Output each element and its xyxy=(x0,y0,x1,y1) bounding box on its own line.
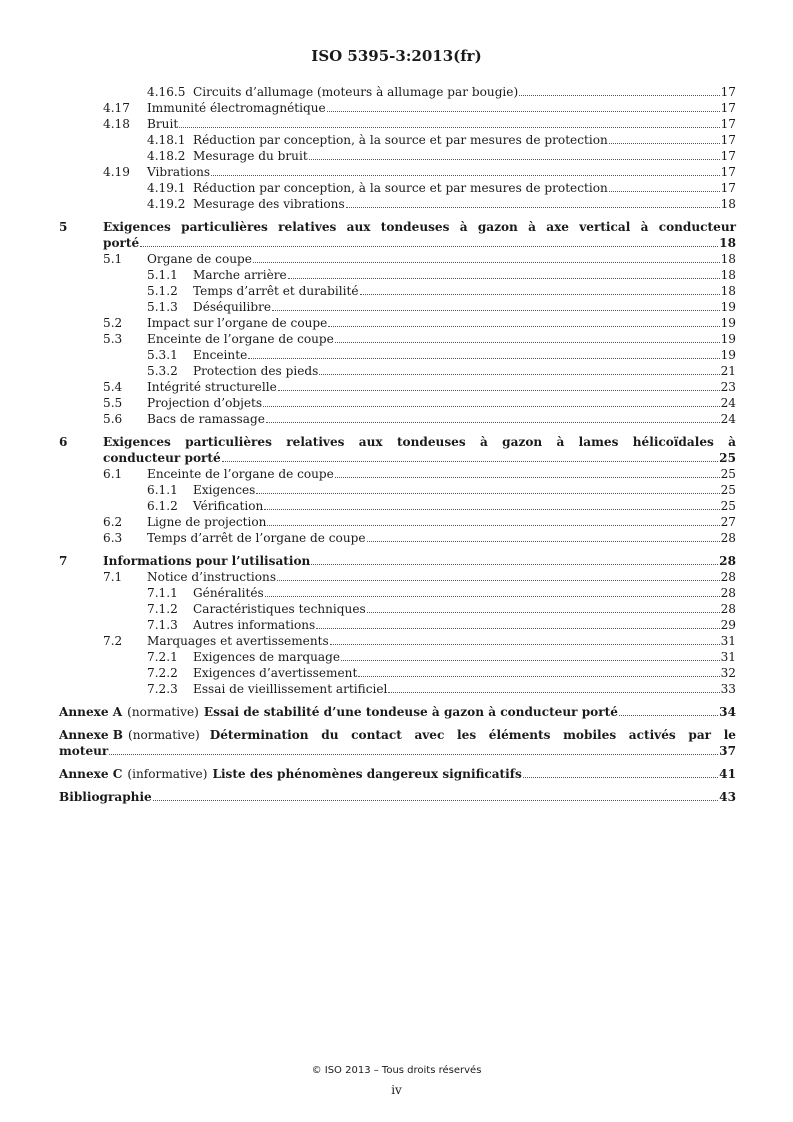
toc-entry[interactable] xyxy=(59,116,736,132)
annex-title: Essai de stabilité d’une tondeuse à gazon à conducteur porté xyxy=(203,705,618,719)
toc-entry-page: 18 xyxy=(720,284,736,298)
toc-entry-page: 33 xyxy=(720,682,736,696)
page-number: iv xyxy=(391,1083,402,1097)
dot-leader xyxy=(388,692,719,693)
toc-entry-page: 37 xyxy=(719,744,736,758)
toc-entry[interactable] xyxy=(59,601,736,617)
toc-entry-number: 7 xyxy=(59,554,68,568)
toc-entry-page: 18 xyxy=(720,252,736,266)
dot-leader xyxy=(328,326,719,327)
toc-entry-page: 18 xyxy=(720,268,736,282)
toc-annex-entry[interactable] xyxy=(59,704,736,720)
dot-leader xyxy=(264,509,719,510)
toc-entry[interactable] xyxy=(59,411,736,427)
toc-entry[interactable] xyxy=(59,196,736,212)
toc-entry-number: 4.18 xyxy=(103,117,130,131)
toc-entry-page: 28 xyxy=(720,602,736,616)
toc-entry[interactable] xyxy=(59,466,736,482)
dot-leader xyxy=(265,596,720,597)
toc-entry-number: 4.16.5 xyxy=(147,85,186,99)
toc-entry-number: 6.1.1 xyxy=(147,483,178,497)
dot-leader xyxy=(360,294,720,295)
copyright-footer: © ISO 2013 – Tous droits réservés xyxy=(311,1065,482,1076)
annex-label: Annexe C xyxy=(59,767,123,781)
toc-entry[interactable] xyxy=(59,283,736,299)
dot-leader xyxy=(179,127,719,128)
toc-entry-page: 27 xyxy=(720,515,736,529)
dot-leader xyxy=(519,95,719,96)
toc-entry-number: 6.2 xyxy=(103,515,123,529)
toc-entry[interactable] xyxy=(59,132,736,148)
toc-entry[interactable] xyxy=(59,649,736,665)
toc-entry-title: Protection des pieds xyxy=(193,364,319,378)
toc-entry[interactable] xyxy=(59,299,736,315)
toc-entry-title: Marquages et avertissements xyxy=(147,634,329,648)
toc-entry-number: 6 xyxy=(59,435,68,449)
toc-entry-page: 25 xyxy=(720,483,736,497)
toc-entry-page: 19 xyxy=(720,348,736,362)
annex-title: Détermination du contact avec les éléments mobiles activés par le xyxy=(209,728,736,742)
toc-entry-title-continued: porté xyxy=(103,236,140,250)
toc-entry-page: 34 xyxy=(719,705,736,719)
toc-entry-title: Exigences d’avertissement xyxy=(193,666,358,680)
toc-entry-title-continued: conducteur porté xyxy=(103,451,221,465)
toc-entry-number: 5.1.2 xyxy=(147,284,178,298)
dot-leader xyxy=(609,191,720,192)
toc-entry-title: Essai de vieillissement artificiel xyxy=(193,682,388,696)
toc-entry-title: Organe de coupe xyxy=(147,252,252,266)
toc-entry-number: 5.5 xyxy=(103,396,123,410)
toc-entry-title: Temps d’arrêt de l’organe de coupe xyxy=(147,531,366,545)
toc-entry-number: 7.2.1 xyxy=(147,650,178,664)
dot-leader xyxy=(153,800,718,801)
toc-entry-page: 31 xyxy=(720,650,736,664)
toc-entry-title: Enceinte de l’organe de coupe xyxy=(147,467,334,481)
table-of-contents xyxy=(59,84,736,805)
toc-entry-title: Exigences particulières relatives aux tondeuses à gazon à axe vertical à conducteur xyxy=(103,220,736,234)
dot-leader xyxy=(248,358,719,359)
toc-entry-page: 32 xyxy=(720,666,736,680)
toc-entry-page: 17 xyxy=(720,133,736,147)
toc-entry[interactable] xyxy=(59,665,736,681)
toc-entry[interactable] xyxy=(59,379,736,395)
dot-leader xyxy=(341,660,720,661)
toc-entry-title: Enceinte xyxy=(193,348,248,362)
dot-leader xyxy=(367,612,720,613)
toc-entry-number: 7.2.2 xyxy=(147,666,178,680)
toc-entry-number: 4.18.2 xyxy=(147,149,186,163)
document-header: ISO 5395-3:2013(fr) xyxy=(311,47,482,65)
dot-leader xyxy=(109,754,718,755)
toc-entry-page: 18 xyxy=(720,197,736,211)
toc-entry-page: 19 xyxy=(720,332,736,346)
dot-leader xyxy=(619,715,718,716)
toc-annex-entry[interactable] xyxy=(59,727,736,743)
toc-entry[interactable] xyxy=(59,514,736,530)
toc-entry-number: 7.1.1 xyxy=(147,586,178,600)
toc-entry[interactable] xyxy=(59,148,736,164)
toc-entry-number: 4.18.1 xyxy=(147,133,186,147)
dot-leader xyxy=(222,461,718,462)
dot-leader xyxy=(346,207,720,208)
dot-leader xyxy=(140,246,718,247)
toc-entry[interactable] xyxy=(59,363,736,379)
dot-leader xyxy=(330,644,720,645)
toc-entry[interactable] xyxy=(59,100,736,116)
annex-label: Annexe B xyxy=(59,728,124,742)
dot-leader xyxy=(367,541,720,542)
toc-chapter-entry[interactable] xyxy=(59,219,736,235)
toc-chapter-entry-continued[interactable] xyxy=(59,450,736,466)
annex-kind: (normative) xyxy=(127,705,199,719)
toc-entry-title: Temps d’arrêt et durabilité xyxy=(193,284,359,298)
toc-entry-title: Réduction par conception, à la source et par mesures de protection xyxy=(193,181,608,195)
toc-entry[interactable] xyxy=(59,585,736,601)
toc-entry-title: Exigences de marquage xyxy=(193,650,341,664)
toc-entry-title: Autres informations xyxy=(193,618,316,632)
toc-entry-title: Ligne de projection xyxy=(147,515,267,529)
toc-entry-page: 28 xyxy=(720,586,736,600)
toc-entry-title: Informations pour l’utilisation xyxy=(103,554,311,568)
toc-entry-number: 5.3.1 xyxy=(147,348,178,362)
dot-leader xyxy=(335,477,720,478)
dot-leader xyxy=(288,278,720,279)
dot-leader xyxy=(335,342,720,343)
toc-entry-page: 25 xyxy=(720,499,736,513)
dot-leader xyxy=(263,406,720,407)
toc-entry-number: 5.6 xyxy=(103,412,123,426)
toc-entry-number: 4.19.2 xyxy=(147,197,186,211)
toc-entry-title: Caractéristiques techniques xyxy=(193,602,366,616)
dot-leader xyxy=(277,580,720,581)
dot-leader xyxy=(309,159,720,160)
toc-entry-title: Exigences particulières relatives aux tondeuses à gazon à lames hélicoïdales à xyxy=(103,435,736,449)
toc-chapter-entry[interactable] xyxy=(59,434,736,450)
toc-entry-number: 4.17 xyxy=(103,101,130,115)
bibliography-label: Bibliographie xyxy=(59,790,152,804)
dot-leader xyxy=(266,422,720,423)
toc-entry-page: 24 xyxy=(720,412,736,426)
toc-entry-page: 17 xyxy=(720,117,736,131)
toc-entry-title: Mesurage des vibrations xyxy=(193,197,345,211)
dot-leader xyxy=(609,143,720,144)
dot-leader xyxy=(358,676,719,677)
toc-annex-entry-continued[interactable] xyxy=(59,743,736,759)
toc-entry-number: 6.3 xyxy=(103,531,123,545)
annex-title: Liste des phénomènes dangereux significatifs xyxy=(212,767,522,781)
dot-leader xyxy=(272,310,720,311)
toc-entry[interactable] xyxy=(59,633,736,649)
toc-entry-title: Exigences xyxy=(193,483,256,497)
dot-leader xyxy=(256,493,719,494)
toc-entry[interactable] xyxy=(59,681,736,697)
toc-entry-page: 28 xyxy=(719,554,736,568)
toc-entry[interactable] xyxy=(59,498,736,514)
dot-leader xyxy=(327,111,720,112)
toc-entry[interactable] xyxy=(59,251,736,267)
toc-entry-number: 4.19.1 xyxy=(147,181,186,195)
toc-entry-page: 19 xyxy=(720,300,736,314)
toc-entry-number: 5.1.3 xyxy=(147,300,178,314)
toc-entry-title: Mesurage du bruit xyxy=(193,149,308,163)
toc-entry-title: Immunité électromagnétique xyxy=(147,101,326,115)
toc-entry-number: 5 xyxy=(59,220,68,234)
toc-entry-page: 25 xyxy=(719,451,736,465)
dot-leader xyxy=(267,525,719,526)
toc-entry-page: 41 xyxy=(719,767,736,781)
dot-leader xyxy=(523,777,718,778)
toc-annex-entry[interactable] xyxy=(59,766,736,782)
dot-leader xyxy=(311,564,718,565)
toc-entry-number: 7.2 xyxy=(103,634,123,648)
dot-leader xyxy=(319,374,719,375)
toc-entry-number: 7.1.2 xyxy=(147,602,178,616)
dot-leader xyxy=(253,262,720,263)
toc-entry[interactable] xyxy=(59,395,736,411)
toc-entry[interactable] xyxy=(59,267,736,283)
toc-entry-page: 17 xyxy=(720,181,736,195)
toc-entry[interactable] xyxy=(59,347,736,363)
toc-entry-title: Généralités xyxy=(193,586,264,600)
toc-entry-title: Projection d’objets xyxy=(147,396,263,410)
toc-entry-number: 6.1.2 xyxy=(147,499,178,513)
toc-entry[interactable] xyxy=(59,569,736,585)
toc-entry-page: 31 xyxy=(720,634,736,648)
annex-label: Annexe A xyxy=(59,705,123,719)
toc-entry-number: 7.1.3 xyxy=(147,618,178,632)
toc-entry-page: 24 xyxy=(720,396,736,410)
toc-entry-page: 17 xyxy=(720,85,736,99)
toc-chapter-entry-continued[interactable] xyxy=(59,235,736,251)
toc-entry-number: 7.2.3 xyxy=(147,682,178,696)
toc-entry-page: 25 xyxy=(720,467,736,481)
toc-entry-page: 17 xyxy=(720,149,736,163)
toc-entry-page: 19 xyxy=(720,316,736,330)
toc-entry-page: 23 xyxy=(720,380,736,394)
toc-entry[interactable] xyxy=(59,164,736,180)
toc-entry[interactable] xyxy=(59,482,736,498)
toc-entry-page: 17 xyxy=(720,165,736,179)
toc-entry-title: Réduction par conception, à la source et par mesures de protection xyxy=(193,133,608,147)
toc-entry-page: 21 xyxy=(720,364,736,378)
toc-entry-page: 28 xyxy=(720,531,736,545)
toc-entry-number: 5.1 xyxy=(103,252,123,266)
toc-entry-page: 28 xyxy=(720,570,736,584)
toc-entry-number: 5.3.2 xyxy=(147,364,178,378)
toc-entry-title: Vibrations xyxy=(147,165,211,179)
toc-entry[interactable] xyxy=(59,84,736,100)
toc-entry-title: Enceinte de l’organe de coupe xyxy=(147,332,334,346)
annex-title-continued: moteur xyxy=(59,744,109,758)
toc-entry-title: Circuits d’allumage (moteurs à allumage par bougie) xyxy=(193,85,519,99)
toc-entry[interactable] xyxy=(59,617,736,633)
dot-leader xyxy=(316,628,719,629)
toc-entry-page: 43 xyxy=(719,790,736,804)
dot-leader xyxy=(211,175,719,176)
toc-entry-title: Bruit xyxy=(147,117,179,131)
toc-entry-number: 5.3 xyxy=(103,332,123,346)
toc-entry-title: Bacs de ramassage xyxy=(147,412,265,426)
toc-entry-page: 18 xyxy=(719,236,736,250)
toc-entry-title: Vérification xyxy=(193,499,264,513)
toc-entry-title: Marche arrière xyxy=(193,268,287,282)
annex-kind: (informative) xyxy=(127,767,208,781)
toc-entry-page: 17 xyxy=(720,101,736,115)
toc-entry-title: Notice d’instructions xyxy=(147,570,277,584)
toc-entry-number: 6.1 xyxy=(103,467,123,481)
toc-entry-page: 29 xyxy=(720,618,736,632)
dot-leader xyxy=(278,390,720,391)
toc-entry-number: 7.1 xyxy=(103,570,123,584)
toc-entry-title: Intégrité structurelle xyxy=(147,380,277,394)
toc-bibliography-entry[interactable] xyxy=(59,789,736,805)
toc-chapter-entry[interactable] xyxy=(59,553,736,569)
toc-entry-number: 5.1.1 xyxy=(147,268,178,282)
toc-entry-number: 5.4 xyxy=(103,380,123,394)
toc-entry[interactable] xyxy=(59,331,736,347)
toc-entry-number: 4.19 xyxy=(103,165,130,179)
toc-entry-number: 5.2 xyxy=(103,316,123,330)
toc-entry[interactable] xyxy=(59,530,736,546)
toc-entry-title: Déséquilibre xyxy=(193,300,272,314)
toc-entry[interactable] xyxy=(59,180,736,196)
annex-kind: (normative) xyxy=(128,728,200,742)
toc-entry-title: Impact sur l’organe de coupe xyxy=(147,316,328,330)
toc-entry[interactable] xyxy=(59,315,736,331)
